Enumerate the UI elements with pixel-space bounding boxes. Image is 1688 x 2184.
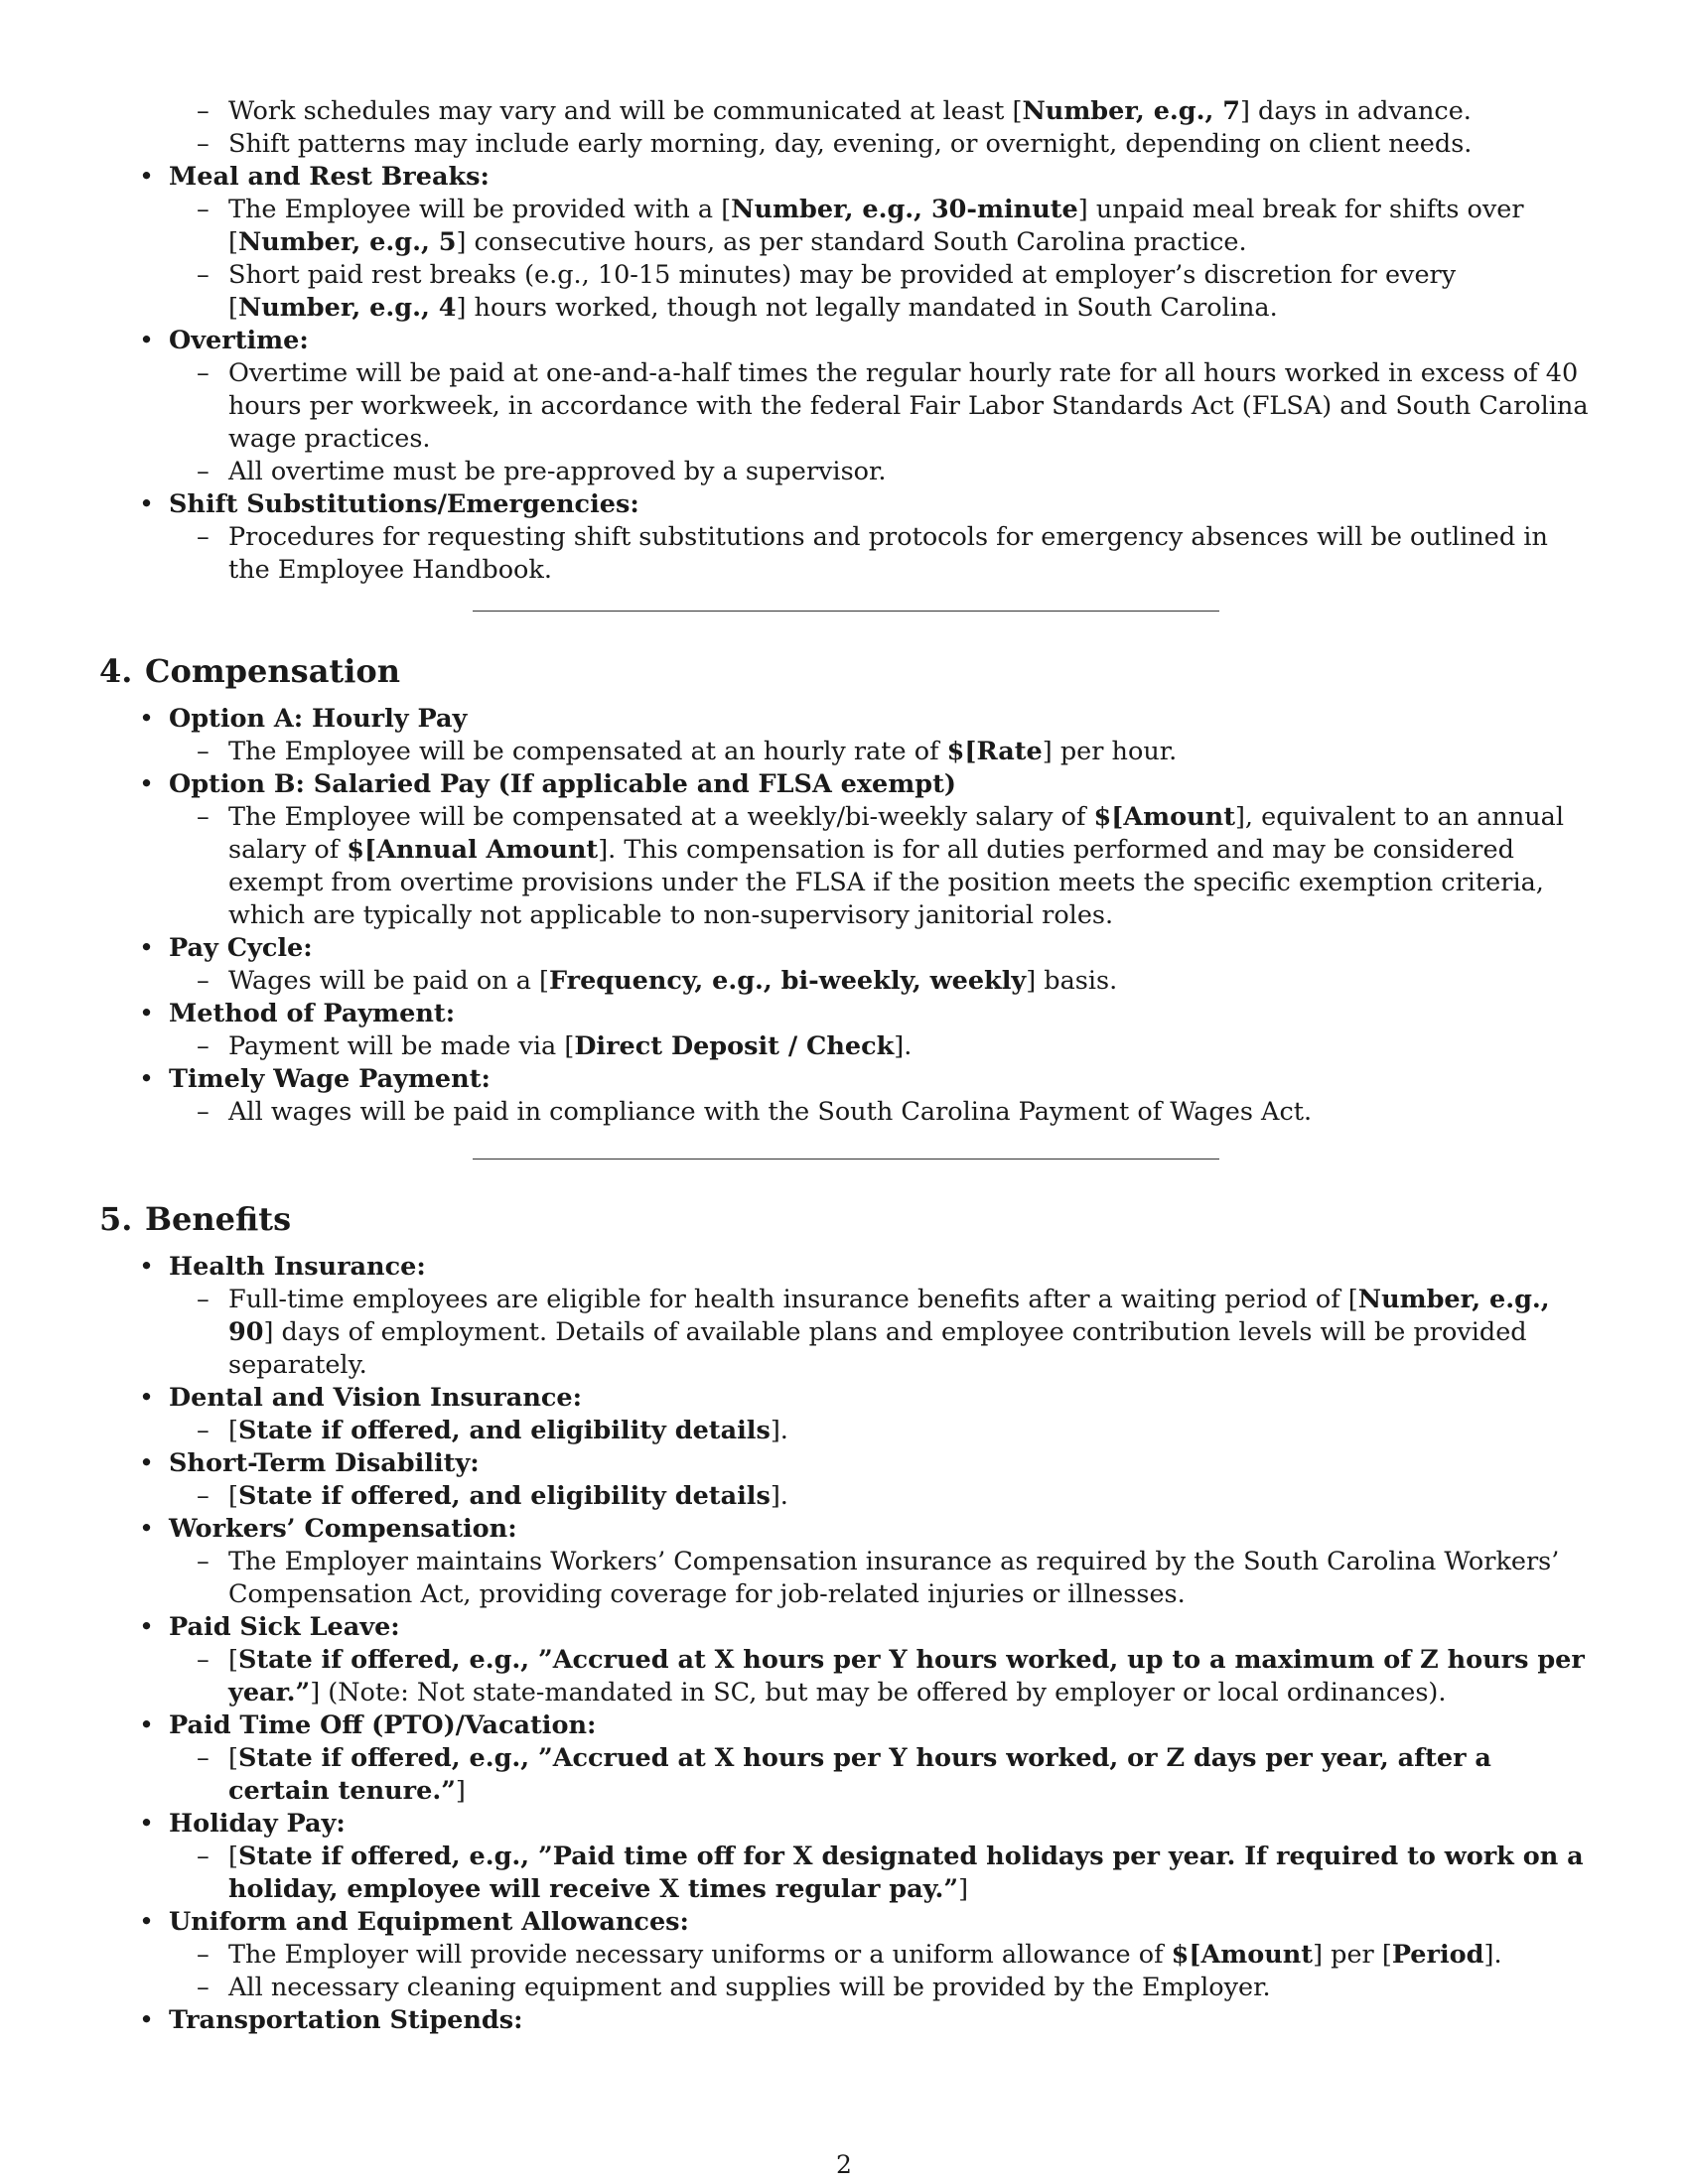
bullet-marker: •: [139, 1710, 155, 1740]
dash-marker: –: [197, 802, 210, 832]
bullet-marker: •: [139, 326, 155, 355]
bullet-marker: •: [139, 933, 155, 963]
item-heading: Shift Substitutions/Emergencies:: [169, 489, 639, 519]
bullet-marker: •: [139, 1612, 155, 1642]
list-item: – The Employee will be compensated at an hourly rate of $[Rate] per hour.: [197, 737, 1178, 766]
dash-marker: –: [197, 1842, 210, 1871]
dash-marker: –: [197, 522, 210, 552]
dash-marker: –: [197, 1940, 210, 1970]
list-item: – The Employer maintains Workers’ Compensation insurance as required by the South Carolina Workers’ Compensation Act, providing coverage for job-related injuries or illnesses.: [197, 1547, 1560, 1609]
item-heading: Option B: Salaried Pay (If applicable and FLSA exempt): [169, 769, 956, 799]
list-item: – Full-time employees are eligible for health insurance benefits after a waiting period of [Number, e.g., 90] days of employment. Details of available plans and employee contribution levels will be provided separately.: [197, 1285, 1550, 1380]
list-item: [99, 703, 1589, 736]
bullet-marker: •: [139, 1809, 155, 1839]
bullet-marker: •: [139, 1383, 155, 1413]
list-item: – All wages will be paid in compliance with the South Carolina Payment of Wages Act.: [197, 1097, 1313, 1127]
section-divider: [473, 611, 1219, 612]
dash-marker: –: [197, 1481, 210, 1511]
list-item: [99, 1611, 1589, 1644]
item-heading: Option A: Hourly Pay: [169, 704, 468, 734]
list-item: – Shift patterns may include early morning, day, evening, or overnight, depending on client needs.: [197, 129, 1473, 159]
list-item: [99, 998, 1589, 1030]
dash-marker: –: [197, 1547, 210, 1576]
list-item: [99, 768, 1589, 801]
item-heading: Timely Wage Payment:: [169, 1064, 491, 1094]
item-heading: Workers’ Compensation:: [169, 1514, 517, 1544]
list-item: – Work schedules may vary and will be communicated at least [Number, e.g., 7] days in advance.: [197, 96, 1472, 126]
list-item: [99, 1709, 1589, 1742]
item-heading: Short-Term Disability:: [169, 1448, 480, 1478]
section-divider: [473, 1159, 1219, 1160]
bullet-marker: •: [139, 2005, 155, 2035]
dash-marker: –: [197, 966, 210, 996]
dash-marker: –: [197, 358, 210, 388]
item-heading: Health Insurance:: [169, 1252, 426, 1282]
section-heading-benefits: 5. Benefits: [99, 1200, 292, 1238]
document-page: [99, 95, 1589, 2037]
list-item: – Payment will be made via [Direct Deposit / Check].: [197, 1031, 913, 1061]
item-heading: Transportation Stipends:: [169, 2005, 523, 2035]
dash-marker: –: [197, 1645, 210, 1675]
item-heading: Paid Time Off (PTO)/Vacation:: [169, 1710, 597, 1740]
list-item: – The Employee will be provided with a [Number, e.g., 30-minute] unpaid meal break for shifts over [Number, e.g., 5] consecutive hours, as per standard South Carolina practice.: [197, 195, 1524, 257]
list-item: [99, 2004, 1589, 2037]
list-item: – [State if offered, and eligibility details].: [197, 1416, 788, 1445]
list-item: [99, 1447, 1589, 1480]
list-item: [99, 1251, 1589, 1284]
dash-marker: –: [197, 1416, 210, 1445]
dash-marker: –: [197, 1743, 210, 1773]
bullet-marker: •: [139, 1448, 155, 1478]
item-heading: Overtime:: [169, 326, 309, 355]
dash-marker: –: [197, 195, 210, 224]
page-number: 2: [836, 2150, 852, 2179]
list-item: – The Employer will provide necessary uniforms or a uniform allowance of $[Amount] per [Period].: [197, 1940, 1502, 1970]
list-item: – All necessary cleaning equipment and supplies will be provided by the Employer.: [197, 1973, 1271, 2002]
list-item: – [State if offered, e.g., ”Accrued at X hours per Y hours worked, up to a maximum of Z hours per year.”] (Note: Not state-mandated in SC, but may be offered by employer or local ordinances).: [197, 1645, 1585, 1707]
list-item: [99, 161, 1589, 194]
bullet-marker: •: [139, 769, 155, 799]
list-item: – [State if offered, e.g., ”Accrued at X hours per Y hours worked, or Z days per year, after a certain tenure.”]: [197, 1743, 1491, 1806]
item-heading: Pay Cycle:: [169, 933, 313, 963]
list-item: – Overtime will be paid at one-and-a-half times the regular hourly rate for all hours worked in excess of 40 hours per workweek, in accordance with the federal Fair Labor Standards Act (FLSA) and South Carolina wage practices.: [197, 358, 1589, 454]
list-item: [99, 1382, 1589, 1415]
item-heading: Holiday Pay:: [169, 1809, 346, 1839]
dash-marker: –: [197, 1973, 210, 2002]
list-item: [99, 325, 1589, 357]
dash-marker: –: [197, 1031, 210, 1061]
list-item: – All overtime must be pre-approved by a supervisor.: [197, 457, 887, 486]
list-item: [99, 1808, 1589, 1841]
item-heading: Method of Payment:: [169, 999, 456, 1028]
bullet-marker: •: [139, 489, 155, 519]
list-item: – [State if offered, and eligibility details].: [197, 1481, 788, 1511]
dash-marker: –: [197, 737, 210, 766]
bullet-marker: •: [139, 1514, 155, 1544]
list-item: [99, 1063, 1589, 1096]
bullet-marker: •: [139, 1064, 155, 1094]
dash-marker: –: [197, 129, 210, 159]
dash-marker: –: [197, 457, 210, 486]
bullet-marker: •: [139, 999, 155, 1028]
dash-marker: –: [197, 1097, 210, 1127]
section-heading-compensation: 4. Compensation: [99, 652, 400, 690]
list-item: [99, 488, 1589, 521]
list-item: – The Employee will be compensated at a weekly/bi-weekly salary of $[Amount], equivalent to an annual salary of $[Annual Amount]. This compensation is for all duties performed and may be considered exempt from overtime provisions under the FLSA if the position meets the specific exemption criteria, which are typically not applicable to non-supervisory janitorial roles.: [197, 802, 1565, 930]
bullet-marker: •: [139, 162, 155, 192]
list-item: – Wages will be paid on a [Frequency, e.g., bi-weekly, weekly] basis.: [197, 966, 1118, 996]
bullet-marker: •: [139, 1907, 155, 1937]
bullet-marker: •: [139, 704, 155, 734]
list-item: [99, 1513, 1589, 1546]
list-item: – Procedures for requesting shift substitutions and protocols for emergency absences will be outlined in the Employee Handbook.: [197, 522, 1548, 585]
item-heading: Uniform and Equipment Allowances:: [169, 1907, 689, 1937]
list-item: – Short paid rest breaks (e.g., 10-15 minutes) may be provided at employer’s discretion for every [Number, e.g., 4] hours worked, though not legally mandated in South Carolina.: [197, 260, 1457, 323]
item-heading: Meal and Rest Breaks:: [169, 162, 490, 192]
list-item: – [State if offered, e.g., ”Paid time off for X designated holidays per year. If required to work on a holiday, employee will receive X times regular pay.”]: [197, 1842, 1584, 1904]
bullet-marker: •: [139, 1252, 155, 1282]
list-item: [99, 932, 1589, 965]
item-heading: Dental and Vision Insurance:: [169, 1383, 583, 1413]
dash-marker: –: [197, 1285, 210, 1314]
list-item: [99, 1906, 1589, 1939]
dash-marker: –: [197, 96, 210, 126]
item-heading: Paid Sick Leave:: [169, 1612, 400, 1642]
dash-marker: –: [197, 260, 210, 290]
